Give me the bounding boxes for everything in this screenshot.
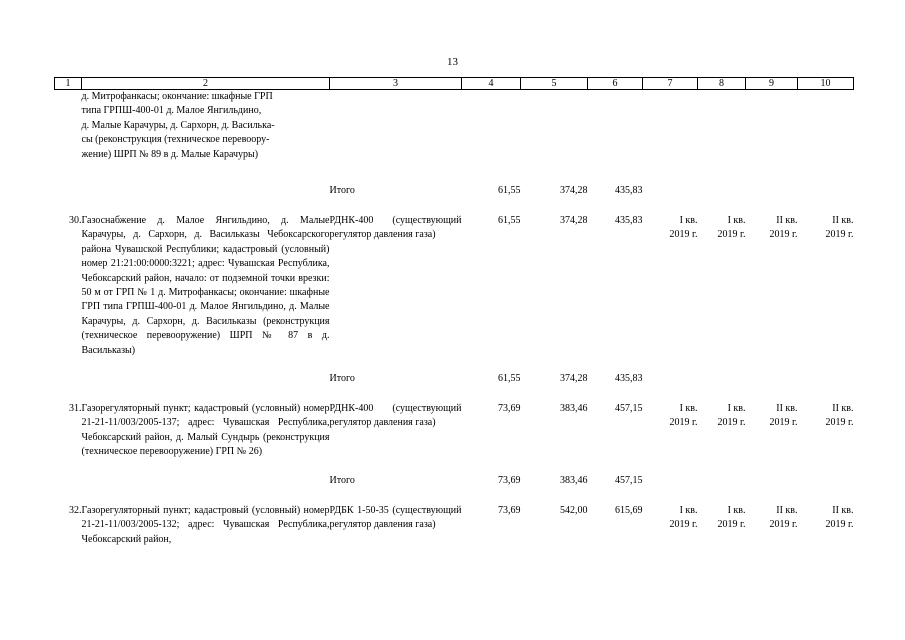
row-cell: 615,69 bbox=[615, 504, 643, 516]
column-number-row bbox=[55, 78, 854, 90]
total-cell: 73,69 bbox=[498, 474, 521, 486]
column-header: 9 bbox=[746, 78, 798, 90]
total-cell: 61,55 bbox=[498, 185, 521, 196]
investment-table bbox=[54, 77, 854, 547]
table-row-total bbox=[55, 460, 854, 501]
column-header: 5 bbox=[521, 78, 588, 90]
row-description: Газорегуляторный пункт; кадастровый (условный) номер 21-21-11/003/2005-132; адрес: Чувашская Республика, Чебоксарский район, bbox=[81, 504, 330, 545]
text-line: типа ГРПШ-400-01 д. Малое Янгильдино, bbox=[81, 105, 262, 117]
text-line: д. Малые Карачуры, д. Сархорн, д. Василька- bbox=[81, 119, 275, 131]
row-cell: 435,83 bbox=[615, 215, 643, 226]
total-cell: 374,28 bbox=[560, 373, 588, 385]
total-cell: 435,83 bbox=[615, 185, 643, 196]
row-number: 31. bbox=[69, 403, 82, 415]
total-label: Итого bbox=[329, 373, 355, 385]
column-header: 7 bbox=[643, 78, 698, 90]
row-quarter: II кв. 2019 г. bbox=[825, 215, 854, 241]
total-cell: 374,28 bbox=[560, 185, 588, 196]
page-number: 13 bbox=[447, 56, 458, 68]
table-row-total bbox=[55, 358, 854, 399]
row-quarter: I кв. 2019 г. bbox=[717, 215, 746, 241]
row-equipment: РДБК 1-50-35 (существующий регулятор давления газа) bbox=[329, 504, 462, 531]
column-header: 8 bbox=[698, 78, 746, 90]
column-header: 4 bbox=[462, 78, 521, 90]
text-line: жение) ШРП № 89 в д. Малые Карачуры) bbox=[81, 148, 259, 160]
row-quarter: I кв. 2019 г. bbox=[717, 403, 746, 429]
total-cell: 435,83 bbox=[615, 373, 643, 385]
total-label: Итого bbox=[329, 185, 355, 196]
column-header: 10 bbox=[798, 78, 854, 90]
text-line: д. Митрофанкасы; окончание: шкафные ГРП bbox=[81, 91, 273, 102]
row-quarter: I кв. 2019 г. bbox=[717, 504, 746, 531]
total-cell: 61,55 bbox=[498, 373, 521, 385]
row-equipment: РДНК-400 (существующий регулятор давления газа) bbox=[329, 215, 462, 241]
row-cell: 383,46 bbox=[560, 403, 588, 415]
column-header: 6 bbox=[588, 78, 643, 90]
column-header: 1 bbox=[55, 78, 82, 90]
table-row-total bbox=[55, 170, 854, 211]
column-header: 3 bbox=[330, 78, 462, 90]
row-number: 32. bbox=[69, 504, 82, 516]
row-quarter: II кв. 2019 г. bbox=[825, 403, 854, 429]
row-quarter: I кв. 2019 г. bbox=[669, 215, 698, 241]
row-quarter: I кв. 2019 г. bbox=[669, 403, 698, 429]
row-cell: 73,69 bbox=[498, 403, 521, 415]
table-row bbox=[55, 501, 854, 547]
total-cell: 383,46 bbox=[560, 474, 588, 486]
table-row bbox=[55, 211, 854, 358]
table-row-continuation bbox=[55, 90, 854, 171]
text-line: сы (реконструкция (техническое перевоору- bbox=[81, 134, 270, 146]
row-cell: 61,55 bbox=[498, 215, 521, 226]
row-quarter: I кв. 2019 г. bbox=[669, 504, 698, 531]
row-quarter: II кв. 2019 г. bbox=[769, 504, 798, 531]
row-quarter: II кв. 2019 г. bbox=[769, 215, 798, 241]
row-cell: 73,69 bbox=[498, 504, 521, 516]
row-description: Газоснабжение д. Малое Янгильдино, д. Малые Карачуры, д. Сархорн, д. Васильказы Чебоксарского района Чувашской Республики; кадастровый (условный) номер 21:21:00:0000:3221; адрес: Чувашская Республика, Чебоксарский район, начало: от подземной точки врезки: 50 м от ГРП № 1 д. Митрофанкасы; окончание: шкафные ГРП типа ГРПШ-400-01 д. Малое Янгильдино, д. Малые Карачуры, д. Сархорн, д. Васильказы (реконструкция (техническое перевооружение) ШРП № 87 в д. Васильказы) bbox=[81, 215, 330, 356]
row-cell: 374,28 bbox=[560, 215, 588, 226]
row-description: Газорегуляторный пункт; кадастровый (условный) номер 21-21-11/003/2005-137; адрес: Чувашская Республика, Чебоксарский район, д. Малый Сундырь (реконструкция (техническое перевооружение) ГРП № 26) bbox=[81, 403, 330, 458]
row-cell: 457,15 bbox=[615, 403, 643, 415]
total-cell: 457,15 bbox=[615, 474, 643, 486]
column-header: 2 bbox=[82, 78, 330, 90]
total-label: Итого bbox=[329, 474, 355, 486]
row-cell: 542,00 bbox=[560, 504, 588, 516]
row-quarter: II кв. 2019 г. bbox=[769, 403, 798, 429]
row-number: 30. bbox=[69, 215, 82, 226]
row-quarter: II кв. 2019 г. bbox=[825, 504, 854, 531]
continuation-description bbox=[82, 90, 330, 171]
table-row bbox=[55, 399, 854, 460]
row-equipment: РДНК-400 (существующий регулятор давления газа) bbox=[329, 403, 462, 429]
